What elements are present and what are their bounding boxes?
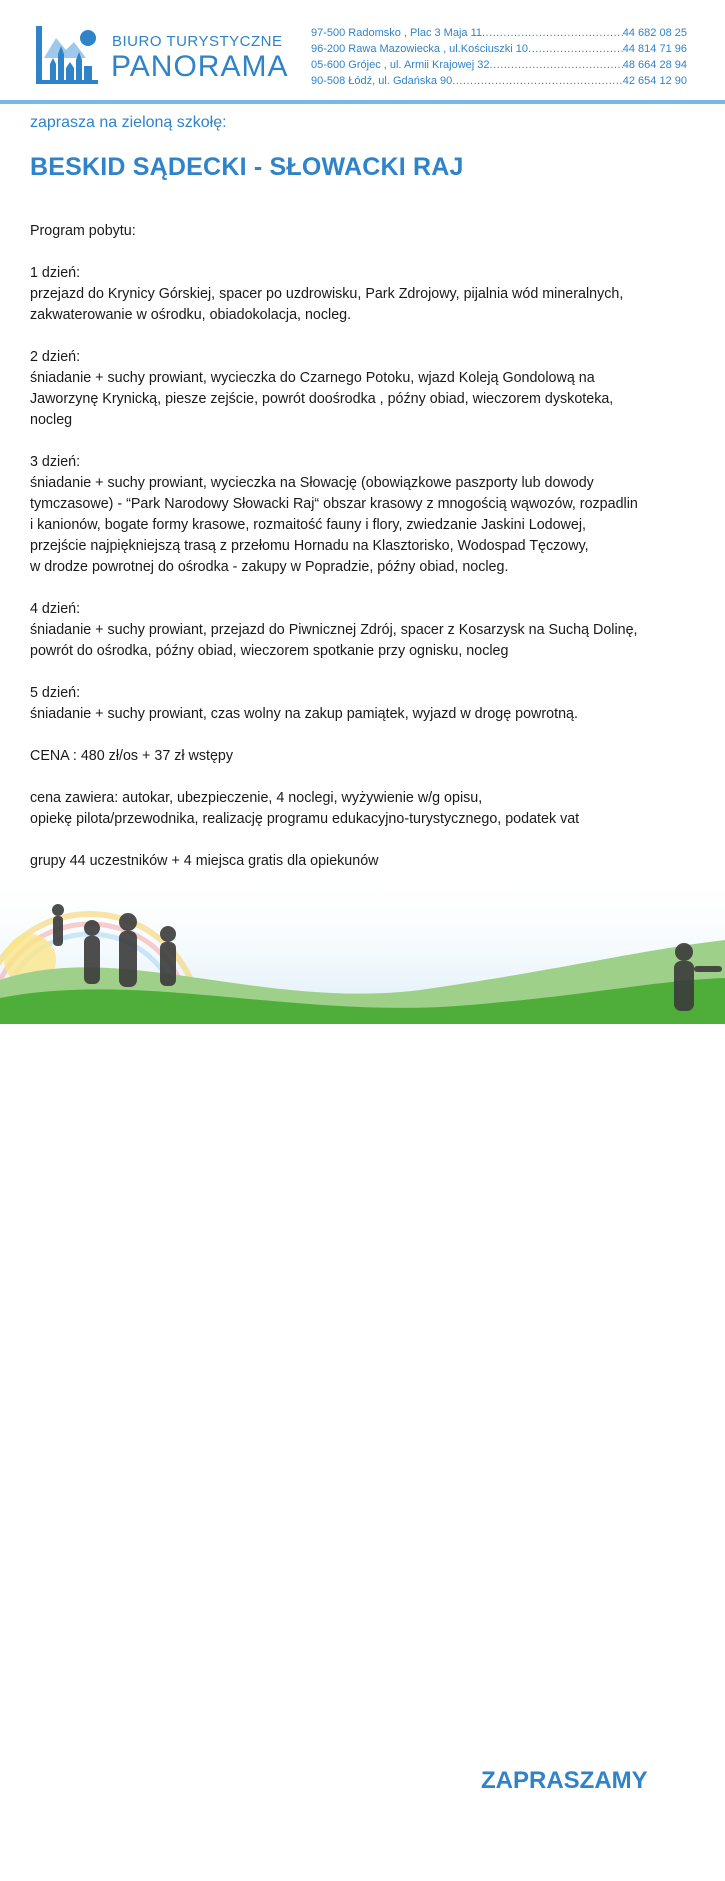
- day-line: śniadanie + suchy prowiant, wycieczka na Słowację (obowiązkowe paszporty lub dowody: [30, 475, 594, 491]
- dot-leader: [482, 25, 623, 41]
- day-line: i kanionów, bogate formy krasowe, rozmaitość fauny i flory, zwiedzanie Jaskini Lodowej,: [30, 517, 586, 533]
- day-line: nocleg: [30, 412, 73, 428]
- dot-leader: [490, 57, 623, 73]
- day-label: 3 dzień:: [30, 454, 81, 470]
- price-includes-line: opiekę pilota/przewodnika, realizację programu edukacyjno-turystycznego, podatek vat: [30, 811, 580, 827]
- office-contact-rawa: [311, 41, 687, 57]
- day-line: śniadanie + suchy prowiant, przejazd do Piwnicznej Zdrój, spacer z Kosarzysk na Suchą Dolinę,: [30, 622, 638, 638]
- intro-text: zaprasza na zieloną szkołę:: [30, 114, 227, 131]
- office-phone: 44 682 08 25: [622, 27, 687, 39]
- office-address: 05-600 Grójec , ul. Armii Krajowej 32: [311, 59, 490, 71]
- day-line: w drodze powrotnej do ośrodka - zakupy w Popradzie, późny obiad, nocleg.: [30, 559, 509, 575]
- office-address: 96-200 Rawa Mazowiecka , ul.Kościuszki 10: [311, 43, 529, 55]
- day-line: tymczasowe) - “Park Narodowy Słowacki Raj“ obszar krasowy z mnogością wąwozów, rozpadlin: [30, 496, 638, 512]
- group-info: grupy 44 uczestników + 4 miejsca gratis dla opiekunów: [30, 853, 379, 869]
- children-meadow-rainbow-illustration: [0, 870, 725, 1024]
- day-line: śniadanie + suchy prowiant, czas wolny na zakup pamiątek, wyjazd w drogę powrotną.: [30, 706, 578, 722]
- office-address: 97-500 Radomsko , Plac 3 Maja 11: [311, 27, 482, 39]
- header-divider: [0, 100, 725, 104]
- office-contact-lodz: [311, 73, 687, 89]
- price-includes-line: cena zawiera: autokar, ubezpieczenie, 4 noclegi, wyżywienie w/g opisu,: [30, 790, 483, 806]
- office-phone: 42 654 12 90: [622, 75, 687, 87]
- dot-leader: [452, 73, 623, 89]
- day-label: 2 dzień:: [30, 349, 81, 365]
- day-line: powrót do ośrodka, późny obiad, wieczorem spotkanie przy ognisku, nocleg: [30, 643, 509, 659]
- program-label: Program pobytu:: [30, 223, 136, 239]
- page-title: BESKID SĄDECKI - SŁOWACKI RAJ: [30, 153, 464, 181]
- day-label: 5 dzień:: [30, 685, 81, 701]
- day-line: zakwaterowanie w ośrodku, obiadokolacja, nocleg.: [30, 307, 352, 323]
- footer-banner: [0, 870, 725, 1881]
- letterhead: [0, 0, 725, 104]
- office-contact-radomsko: [311, 25, 687, 41]
- day-label: 1 dzień:: [30, 265, 81, 281]
- office-contacts: [311, 25, 687, 89]
- closing-slogan: ZAPRASZAMY: [481, 1767, 648, 1794]
- brand-name-large: PANORAMA: [111, 50, 289, 83]
- office-address: 90-508 Łódź, ul. Gdańska 90: [311, 75, 453, 87]
- website-link[interactable]: www.biuropanorama.pl: [481, 1866, 625, 1881]
- day-line: przejście najpiękniejszą trasą z przełomu Hornadu na Klasztorisko, Wodospad Tęczowy,: [30, 538, 589, 554]
- day-line: Jaworzynę Krynicką, piesze zejście, powrót doośrodka , późny obiad, wieczorem dyskoteka,: [30, 391, 614, 407]
- day-line: przejazd do Krynicy Górskiej, spacer po uzdrowisku, Park Zdrojowy, pijalnia wód mineralnych,: [30, 286, 624, 302]
- office-phone: 48 664 28 94: [622, 59, 687, 71]
- dot-leader: [528, 41, 623, 57]
- mountain-city-logo-icon: [36, 24, 98, 86]
- program-body: [30, 221, 695, 872]
- price: CENA : 480 zł/os + 37 zł wstępy: [30, 748, 234, 764]
- day-label: 4 dzień:: [30, 601, 81, 617]
- office-contact-grojec: [311, 57, 687, 73]
- office-phone: 44 814 71 96: [622, 43, 687, 55]
- day-line: śniadanie + suchy prowiant, wycieczka do Czarnego Potoku, wjazd Koleją Gondolową na: [30, 370, 595, 386]
- brand-name-small: BIURO TURYSTYCZNE: [112, 33, 283, 50]
